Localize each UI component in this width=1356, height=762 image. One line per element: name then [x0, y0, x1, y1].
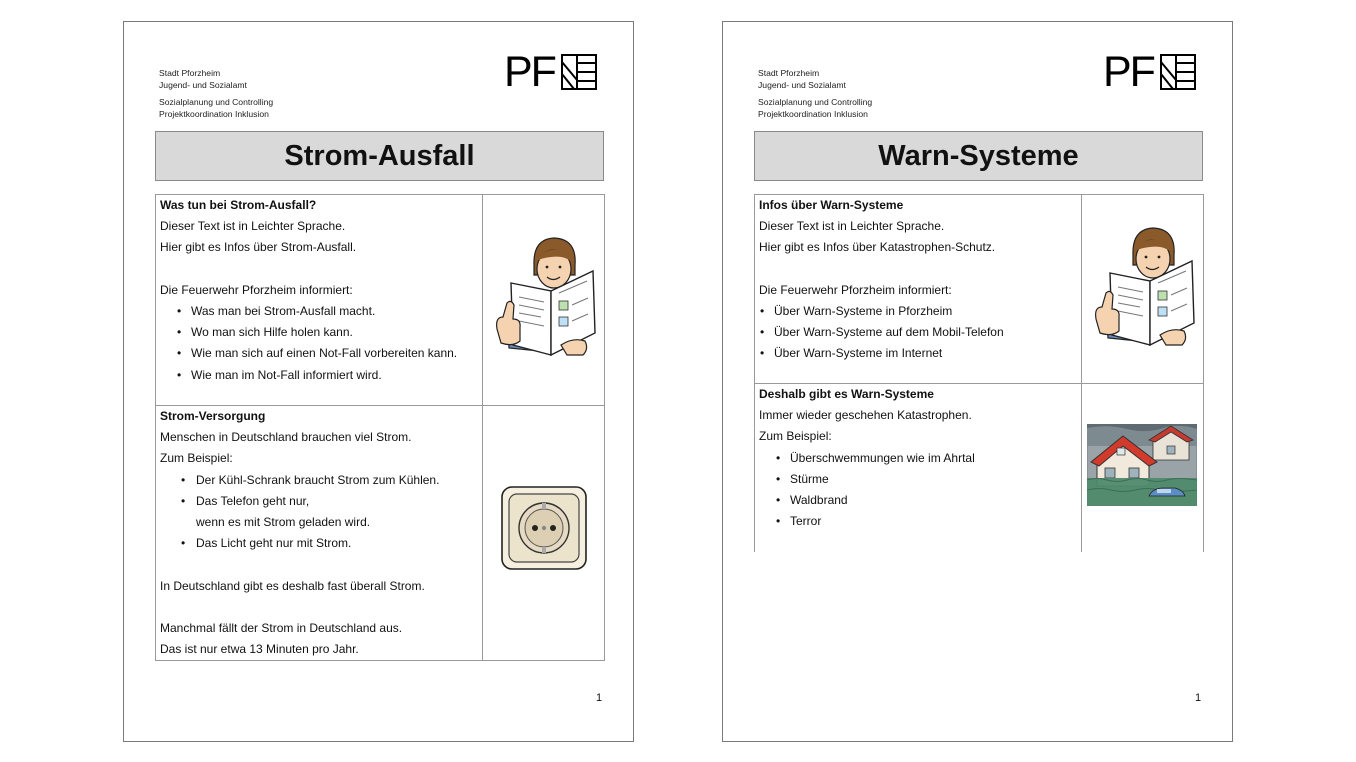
title-banner: [155, 131, 604, 181]
table-row: [156, 406, 605, 661]
section-heading: Was tun bei Strom-Ausfall?: [160, 198, 317, 212]
table-row: [755, 384, 1204, 552]
list-item: • Der Kühl-Schrank braucht Strom zum Kühlen.: [160, 470, 478, 491]
text-line: Manchmal fällt der Strom in Deutschland aus.: [160, 621, 403, 635]
image-cell: [483, 195, 605, 406]
org-city: Stadt Pforzheim: [159, 68, 221, 78]
org-project: Projektkoordination Inklusion: [758, 108, 868, 119]
bullet-list: [160, 301, 478, 386]
reading-person-thumbs-up-icon: [489, 233, 599, 361]
list-item: • Wie man sich auf einen Not-Fall vorbereiten kann.: [160, 343, 478, 364]
text-line: Zum Beispiel:: [759, 429, 832, 444]
list-item: • Über Warn-Systeme in Pforzheim: [759, 301, 1077, 322]
section-info-warn-systems: [755, 195, 1082, 384]
list-item: • Was man bei Strom-Ausfall macht.: [160, 301, 478, 322]
list-item: • Über Warn-Systeme auf dem Mobil-Telefon: [759, 322, 1077, 343]
section-heading: Strom-Versorgung: [160, 409, 266, 423]
text-line: Das ist nur etwa 13 Minuten pro Jahr.: [160, 642, 359, 657]
pf-logo-text: PF: [1103, 48, 1154, 96]
org-city: Stadt Pforzheim: [758, 68, 820, 78]
text-line: Zum Beispiel:: [160, 451, 233, 466]
list-item-continuation: wenn es mit Strom geladen wird.: [196, 515, 371, 530]
pf-logo: [504, 48, 597, 96]
page-number: 1: [596, 692, 603, 704]
image-cell: [483, 406, 605, 661]
page-title: Warn-Systeme: [878, 139, 1079, 172]
list-item: • Waldbrand: [759, 490, 1077, 511]
text-line: Menschen in Deutschland brauchen viel Strom.: [160, 430, 412, 445]
text-line: In Deutschland gibt es deshalb fast überall Strom.: [160, 578, 425, 593]
image-cell: [1082, 195, 1204, 384]
text-line: Hier gibt es Infos über Strom-Ausfall.: [160, 240, 357, 255]
list-item: • Terror: [759, 511, 1077, 532]
list-item: • Wo man sich Hilfe holen kann.: [160, 322, 478, 343]
list-item: • Das Licht geht nur mit Strom.: [160, 533, 478, 554]
pf-logo-icon: [561, 54, 597, 90]
table-row: [755, 195, 1204, 384]
pf-logo-text: PF: [504, 48, 555, 96]
bullet-list: [160, 533, 478, 554]
title-banner: [754, 131, 1203, 181]
section-heading: Deshalb gibt es Warn-Systeme: [759, 387, 934, 401]
reading-person-thumbs-up-icon: [1088, 223, 1198, 351]
flooded-house-icon: [1087, 424, 1197, 506]
org-unit: Sozialplanung und Controlling: [758, 97, 873, 107]
section-why-warn-systems: [755, 384, 1082, 552]
content-table: [155, 194, 605, 661]
text-line: Dieser Text ist in Leichter Sprache.: [759, 219, 945, 234]
text-line: Die Feuerwehr Pforzheim informiert:: [759, 282, 952, 297]
table-row: [156, 195, 605, 406]
org-project: Projektkoordination Inklusion: [159, 108, 269, 119]
document-page-strom-ausfall: [123, 21, 634, 742]
organization-header: [758, 68, 872, 120]
page-number: 1: [1195, 692, 1202, 704]
pf-logo-icon: [1160, 54, 1196, 90]
section-heading: Infos über Warn-Systeme: [759, 198, 904, 212]
pf-logo: [1103, 48, 1196, 96]
bullet-list: [759, 448, 1077, 533]
text-line: Hier gibt es Infos über Katastrophen-Schutz.: [759, 240, 996, 255]
list-item: • Wie man im Not-Fall informiert wird.: [160, 365, 478, 386]
organization-header: [159, 68, 273, 120]
text-line: Dieser Text ist in Leichter Sprache.: [160, 219, 346, 234]
section-what-to-do: [156, 195, 483, 406]
list-item: • Das Telefon geht nur,: [160, 491, 478, 512]
power-socket-icon: [500, 485, 588, 571]
page-title: Strom-Ausfall: [284, 139, 475, 172]
bullet-list: [759, 301, 1077, 365]
bullet-list: [160, 470, 478, 512]
list-item: • Über Warn-Systeme im Internet: [759, 343, 1077, 364]
section-power-supply: [156, 406, 483, 661]
content-table: [754, 194, 1204, 552]
text-line: Immer wieder geschehen Katastrophen.: [759, 408, 972, 423]
list-item: • Stürme: [759, 469, 1077, 490]
org-unit: Sozialplanung und Controlling: [159, 97, 274, 107]
org-department: Jugend- und Sozialamt: [159, 79, 247, 90]
text-line: Die Feuerwehr Pforzheim informiert:: [160, 282, 353, 297]
org-department: Jugend- und Sozialamt: [758, 79, 846, 90]
image-cell: [1082, 384, 1204, 552]
document-page-warn-systeme: [722, 21, 1233, 742]
list-item: • Überschwemmungen wie im Ahrtal: [759, 448, 1077, 469]
